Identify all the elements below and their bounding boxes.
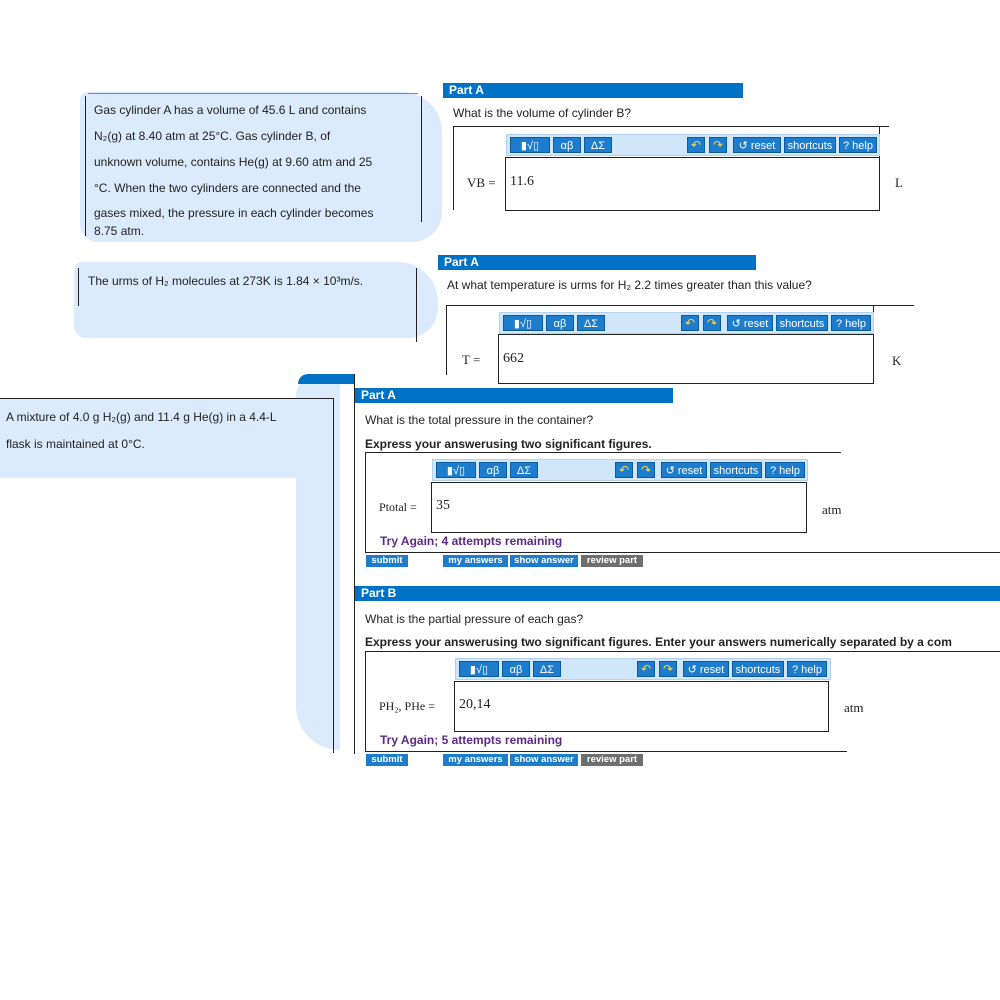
answer-label: T = (462, 352, 481, 367)
status-message: Try Again; 4 attempts remaining (380, 534, 563, 548)
answer-value: 35 (436, 498, 450, 513)
templates-button[interactable]: ▮√▯ (459, 661, 499, 677)
undo-icon[interactable]: ↶ (637, 661, 655, 677)
problem3-part-a-header[interactable]: Part A (355, 388, 673, 403)
templates-button[interactable]: ▮√▯ (436, 462, 476, 478)
problem3-line: flask is maintained at 0°C. (6, 437, 145, 451)
submit-button[interactable]: submit (366, 555, 408, 567)
redo-icon[interactable]: ↷ (703, 315, 721, 331)
answer-unit: K (892, 353, 902, 368)
divider (354, 374, 355, 754)
templates-button[interactable]: ▮√▯ (503, 315, 543, 331)
answer-input[interactable] (431, 482, 807, 533)
shortcuts-button[interactable]: shortcuts (784, 137, 836, 153)
problem1-line: unknown volume, contains He(g) at 9.60 atm and 25 (94, 155, 373, 169)
show-answer-button[interactable]: show answer (510, 754, 578, 766)
problem1-line: N₂(g) at 8.40 atm at 25°C. Gas cylinder B, of (94, 129, 331, 143)
reset-button[interactable]: ↺ reset (661, 462, 707, 478)
shortcuts-button[interactable]: shortcuts (732, 661, 784, 677)
divider (365, 651, 366, 751)
answer-unit: L (895, 175, 903, 190)
redo-icon[interactable]: ↷ (637, 462, 655, 478)
divider (0, 398, 333, 399)
templates-button[interactable]: ▮√▯ (510, 137, 550, 153)
divider (365, 452, 366, 552)
problem2-part-a-header[interactable]: Part A (438, 255, 756, 270)
undo-icon[interactable]: ↶ (687, 137, 705, 153)
shortcuts-button[interactable]: shortcuts (776, 315, 828, 331)
answer-value: 662 (503, 351, 524, 366)
help-button[interactable]: ? help (765, 462, 805, 478)
divider (365, 751, 847, 752)
problem1-line: gases mixed, the pressure in each cylinder becomes (94, 206, 374, 220)
greek-letters-button[interactable]: αβ (546, 315, 574, 331)
problem2-text: The urms of H₂ molecules at 273K is 1.84 × 10³m/s. (88, 274, 364, 288)
undo-icon[interactable]: ↶ (681, 315, 699, 331)
symbols-button[interactable]: ΔΣ (584, 137, 612, 153)
show-answer-button[interactable]: show answer (510, 555, 578, 567)
status-message: Try Again; 5 attempts remaining (380, 733, 563, 747)
problem3-line: A mixture of 4.0 g H₂(g) and 11.4 g He(g) in a 4.4-L (6, 410, 277, 424)
divider (88, 93, 418, 94)
problem1-question: What is the volume of cylinder B? (453, 106, 632, 120)
divider (365, 651, 1000, 652)
divider (446, 305, 447, 375)
undo-icon[interactable]: ↶ (615, 462, 633, 478)
equation-toolbar (432, 459, 808, 481)
equation-toolbar (499, 312, 874, 334)
divider (453, 126, 889, 127)
greek-letters-button[interactable]: αβ (553, 137, 581, 153)
answer-input[interactable] (505, 157, 880, 211)
symbols-button[interactable]: ΔΣ (510, 462, 538, 478)
answer-value: 11.6 (510, 174, 534, 189)
equation-toolbar (455, 658, 831, 680)
divider (365, 552, 1000, 553)
answer-unit: atm (844, 700, 864, 715)
problem1-text (94, 97, 424, 237)
help-button[interactable]: ? help (831, 315, 871, 331)
problem1-part-a-header[interactable]: Part A (443, 83, 743, 98)
divider (453, 126, 454, 210)
answer-input[interactable] (454, 681, 829, 732)
greek-letters-button[interactable]: αβ (479, 462, 507, 478)
divider (365, 452, 841, 453)
answer-unit: atm (822, 502, 842, 517)
divider (333, 398, 334, 753)
my-answers-button[interactable]: my answers (443, 555, 508, 567)
redo-icon[interactable]: ↷ (659, 661, 677, 677)
answer-label: VB = (467, 175, 496, 190)
problem1-line: °C. When the two cylinders are connected and the (94, 181, 361, 195)
problem3-part-a-question: What is the total pressure in the container? (365, 413, 594, 427)
my-answers-button[interactable]: my answers (443, 754, 508, 766)
symbols-button[interactable]: ΔΣ (533, 661, 561, 677)
help-button[interactable]: ? help (839, 137, 877, 153)
symbols-button[interactable]: ΔΣ (577, 315, 605, 331)
greek-letters-button[interactable]: αβ (502, 661, 530, 677)
answer-value: 20,14 (459, 697, 491, 712)
divider (85, 96, 86, 236)
problem3-part-b-header[interactable]: Part B (355, 586, 1000, 601)
problem3-part-b-question: What is the partial pressure of each gas? (365, 612, 584, 626)
review-part-button[interactable]: review part (581, 555, 643, 567)
submit-button[interactable]: submit (366, 754, 408, 766)
shortcuts-button[interactable]: shortcuts (710, 462, 762, 478)
problem1-line: Gas cylinder A has a volume of 45.6 L and contains (94, 103, 367, 117)
divider (78, 268, 79, 306)
reset-button[interactable]: ↺ reset (727, 315, 773, 331)
reset-button[interactable]: ↺ reset (683, 661, 729, 677)
review-part-button[interactable]: review part (581, 754, 643, 766)
divider (446, 305, 914, 306)
redo-icon[interactable]: ↷ (709, 137, 727, 153)
equation-toolbar (506, 134, 880, 156)
header-wedge (298, 374, 354, 384)
problem3-part-a-instruction: Express your answerusing two significant figures. (365, 437, 652, 451)
problem3-text (6, 404, 326, 458)
problem3-part-b-instruction: Express your answerusing two significant figures. Enter your answers numerically separated by a com (365, 635, 952, 649)
answer-label: Ptotal = (379, 500, 417, 514)
help-button[interactable]: ? help (787, 661, 827, 677)
problem2-question: At what temperature is urms for H₂ 2.2 times greater than this value? (447, 278, 812, 292)
problem1-line: 8.75 atm. (94, 224, 145, 238)
answer-input[interactable] (498, 334, 874, 384)
answer-label: PH₂, PHe = (379, 699, 435, 713)
reset-button[interactable]: ↺ reset (733, 137, 781, 153)
